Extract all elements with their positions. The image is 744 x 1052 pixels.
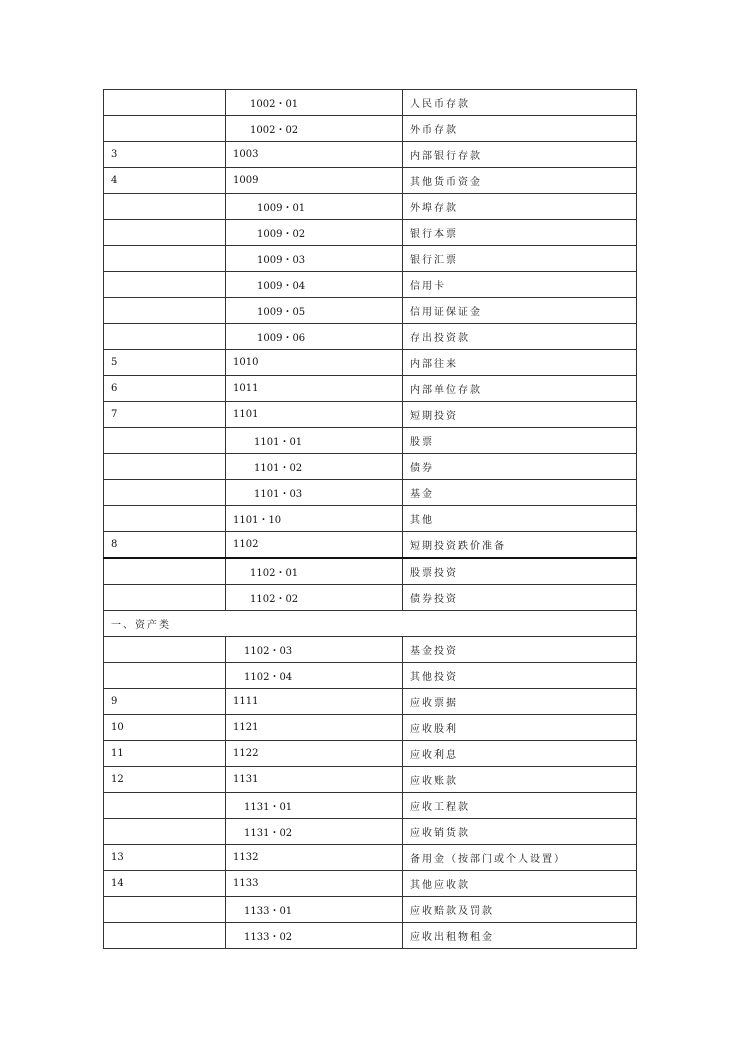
section-row: [104, 611, 637, 637]
account-name-cell: 应收账款: [403, 767, 637, 793]
table-row: [104, 871, 637, 897]
account-code-cell: 1111: [226, 689, 403, 715]
row-number-cell: 10: [104, 715, 226, 741]
account-code-cell: 1133: [226, 871, 403, 897]
account-name-cell: 内部往来: [403, 350, 637, 376]
row-number-cell: [104, 194, 226, 220]
account-code-cell: 1101・10: [226, 506, 403, 532]
row-number-cell: 9: [104, 689, 226, 715]
row-number-cell: [104, 90, 226, 116]
account-code-cell: 1009・04: [226, 272, 403, 298]
account-name-cell: 其他投资: [403, 663, 637, 689]
table-row: [104, 819, 637, 845]
account-code-cell: 1003: [226, 142, 403, 168]
account-name-cell: 应收出租物租金: [403, 923, 637, 949]
account-code-cell: 1102・03: [226, 637, 403, 663]
account-name-cell: 基金投资: [403, 637, 637, 663]
row-number-cell: [104, 454, 226, 480]
table-row: [104, 506, 637, 532]
table-row: [104, 350, 637, 376]
account-code-cell: 1133・01: [226, 897, 403, 923]
account-name-cell: 其他货币资金: [403, 168, 637, 194]
account-code-cell: 1009・05: [226, 298, 403, 324]
row-number-cell: [104, 558, 226, 585]
row-number-cell: 3: [104, 142, 226, 168]
table-row: [104, 246, 637, 272]
row-number-cell: [104, 506, 226, 532]
account-name-cell: 应收股利: [403, 715, 637, 741]
table-row: [104, 741, 637, 767]
table-row: [104, 532, 637, 559]
row-number-cell: 13: [104, 845, 226, 871]
table-row: [104, 845, 637, 871]
account-code-cell: 1002・02: [226, 116, 403, 142]
table-row: [104, 116, 637, 142]
account-code-cell: 1101・02: [226, 454, 403, 480]
row-number-cell: 14: [104, 871, 226, 897]
account-name-cell: 存出投资款: [403, 324, 637, 350]
table-row: [104, 923, 637, 949]
row-number-cell: [104, 428, 226, 454]
account-name-cell: 应收利息: [403, 741, 637, 767]
table-row: [104, 689, 637, 715]
table-row: [104, 376, 637, 402]
table-row: [104, 480, 637, 506]
account-name-cell: 内部银行存款: [403, 142, 637, 168]
row-number-cell: [104, 637, 226, 663]
table-row: [104, 767, 637, 793]
account-code-cell: 1011: [226, 376, 403, 402]
account-name-cell: 银行本票: [403, 220, 637, 246]
row-number-cell: [104, 480, 226, 506]
row-number-cell: [104, 585, 226, 611]
account-code-cell: 1101: [226, 402, 403, 428]
row-number-cell: [104, 272, 226, 298]
account-code-cell: 1121: [226, 715, 403, 741]
account-code-cell: 1131・01: [226, 793, 403, 819]
account-name-cell: 短期投资跌价准备: [403, 532, 637, 559]
account-code-cell: 1102・04: [226, 663, 403, 689]
table-body: [104, 90, 637, 949]
account-name-cell: 银行汇票: [403, 246, 637, 272]
table-row: [104, 298, 637, 324]
table-row: [104, 793, 637, 819]
account-name-cell: 应收工程款: [403, 793, 637, 819]
row-number-cell: [104, 116, 226, 142]
row-number-cell: [104, 819, 226, 845]
account-name-cell: 股票: [403, 428, 637, 454]
account-name-cell: 内部单位存款: [403, 376, 637, 402]
account-name-cell: 短期投资: [403, 402, 637, 428]
table-row: [104, 663, 637, 689]
table-row: [104, 90, 637, 116]
account-code-cell: 1010: [226, 350, 403, 376]
row-number-cell: 6: [104, 376, 226, 402]
row-number-cell: [104, 298, 226, 324]
table-row: [104, 897, 637, 923]
row-number-cell: 4: [104, 168, 226, 194]
table-row: [104, 402, 637, 428]
account-code-cell: 1009: [226, 168, 403, 194]
row-number-cell: [104, 220, 226, 246]
account-name-cell: 外埠存款: [403, 194, 637, 220]
account-code-cell: 1002・01: [226, 90, 403, 116]
table-row: [104, 168, 637, 194]
account-code-cell: 1131: [226, 767, 403, 793]
account-name-cell: 债券: [403, 454, 637, 480]
table-row: [104, 272, 637, 298]
account-name-cell: 其他应收款: [403, 871, 637, 897]
account-code-cell: 1101・01: [226, 428, 403, 454]
account-code-cell: 1009・03: [226, 246, 403, 272]
table-row: [104, 558, 637, 585]
account-name-cell: 信用卡: [403, 272, 637, 298]
account-name-cell: 信用证保证金: [403, 298, 637, 324]
table-row: [104, 142, 637, 168]
account-name-cell: 基金: [403, 480, 637, 506]
row-number-cell: 8: [104, 532, 226, 559]
row-number-cell: [104, 663, 226, 689]
account-name-cell: 债券投资: [403, 585, 637, 611]
table-row: [104, 324, 637, 350]
row-number-cell: 11: [104, 741, 226, 767]
account-code-cell: 1102・01: [226, 558, 403, 585]
account-name-cell: 外币存款: [403, 116, 637, 142]
account-code-table: [103, 89, 637, 949]
account-code-cell: 1132: [226, 845, 403, 871]
row-number-cell: 5: [104, 350, 226, 376]
account-code-cell: 1131・02: [226, 819, 403, 845]
row-number-cell: [104, 793, 226, 819]
account-name-cell: 应收赔款及罚款: [403, 897, 637, 923]
account-code-cell: 1101・03: [226, 480, 403, 506]
table-row: [104, 428, 637, 454]
account-name-cell: 其他: [403, 506, 637, 532]
account-code-cell: 1102: [226, 532, 403, 559]
table-row: [104, 715, 637, 741]
account-code-cell: 1102・02: [226, 585, 403, 611]
account-name-cell: 备用金（按部门或个人设置）: [403, 845, 637, 871]
table-row: [104, 454, 637, 480]
account-name-cell: 人民币存款: [403, 90, 637, 116]
account-code-cell: 1133・02: [226, 923, 403, 949]
table-row: [104, 220, 637, 246]
account-name-cell: 应收票据: [403, 689, 637, 715]
row-number-cell: [104, 324, 226, 350]
account-code-cell: 1122: [226, 741, 403, 767]
account-name-cell: 应收销货款: [403, 819, 637, 845]
table-row: [104, 585, 637, 611]
account-code-cell: 1009・02: [226, 220, 403, 246]
account-code-cell: 1009・06: [226, 324, 403, 350]
row-number-cell: 12: [104, 767, 226, 793]
row-number-cell: 7: [104, 402, 226, 428]
row-number-cell: [104, 897, 226, 923]
table-row: [104, 637, 637, 663]
row-number-cell: [104, 246, 226, 272]
account-code-cell: 1009・01: [226, 194, 403, 220]
account-name-cell: 股票投资: [403, 558, 637, 585]
row-number-cell: [104, 923, 226, 949]
table-row: [104, 194, 637, 220]
section-heading: 一、资产类: [104, 611, 637, 637]
document-page: [103, 89, 636, 949]
